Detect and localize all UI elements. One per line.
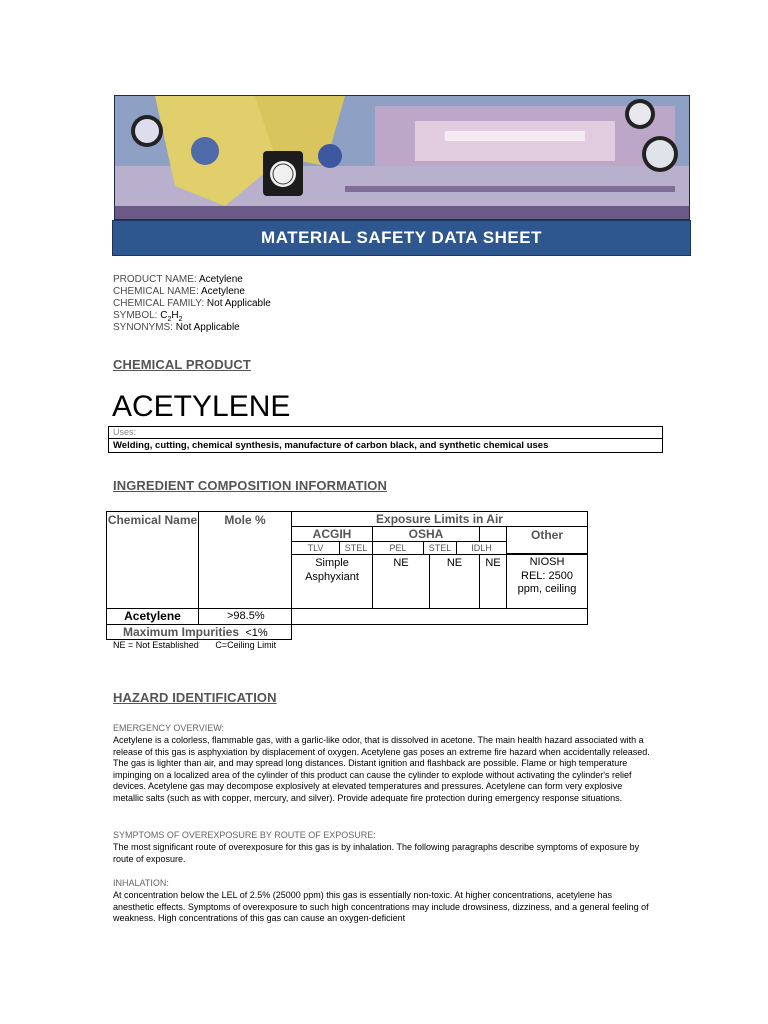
meta-label: PRODUCT NAME: bbox=[113, 274, 197, 285]
symptoms-text: The most significant route of overexposure for this gas is by inhalation. The following paragraphs describe symptoms of exposure by route of exposure. bbox=[113, 842, 640, 864]
meta-label: SYNONYMS: bbox=[113, 322, 174, 333]
header-chemical-name: Chemical Name bbox=[106, 511, 199, 609]
row-acetylene-name: Acetylene bbox=[106, 608, 199, 625]
document-title: MATERIAL SAFETY DATA SHEET bbox=[261, 228, 542, 247]
uses-value: Welding, cutting, chemical synthesis, manufacture of carbon black, and synthetic chemical uses bbox=[113, 440, 549, 451]
meta-label: CHEMICAL FAMILY: bbox=[113, 298, 205, 309]
table-spacer-cell bbox=[479, 526, 507, 542]
footnote-ceiling: C=Ceiling Limit bbox=[215, 640, 277, 650]
meta-label: SYMBOL: bbox=[113, 310, 158, 321]
header-mole-percent: Mole % bbox=[198, 511, 292, 609]
header-idlh: IDLH bbox=[456, 541, 507, 555]
inhalation-text: At concentration below the LEL of 2.5% (25000 ppm) this gas is essentially non-toxic. At higher concentrations, acetylene has anesthetic effects. Symptoms of overexposure to such high concentrations may include drowsiness, dizziness, and a general feeling of weakness. High concentrations of this gas can cause an oxygen-deficient bbox=[113, 890, 649, 924]
uses-label: Uses: bbox=[113, 427, 137, 437]
meta-label: CHEMICAL NAME: bbox=[113, 286, 199, 297]
symptoms-label: SYMPTOMS OF OVEREXPOSURE BY ROUTE OF EXPOSURE: bbox=[113, 830, 376, 840]
header-other: Other bbox=[506, 526, 588, 554]
row-impurities-name: Maximum Impurities bbox=[123, 625, 240, 639]
row-impurities-mole: <1% bbox=[245, 627, 268, 639]
header-stel: STEL bbox=[339, 541, 373, 555]
value-tlv: Simple Asphyxiant bbox=[291, 554, 373, 609]
meta-value: Not Applicable bbox=[175, 322, 240, 333]
meta-value: Not Applicable bbox=[206, 298, 271, 309]
table-footnote bbox=[113, 640, 276, 650]
meta-value: Acetylene bbox=[201, 286, 245, 297]
product-name-heading: ACETYLENE bbox=[112, 390, 291, 423]
row-impurities bbox=[106, 624, 292, 640]
emergency-overview-label: EMERGENCY OVERVIEW: bbox=[113, 723, 225, 733]
meta-value: $C_2H_2$ bbox=[160, 310, 183, 323]
header-stel-osha: STEL bbox=[423, 541, 457, 555]
emergency-overview-text: Acetylene is a colorless, flammable gas, with a garlic-like odor, that is dissolved in acetone. The main health hazard associated with a release of this gas is asphyxiation by displacement of oxygen. Acetylene gas poses an extreme fire hazard when accidentally released. The gas is lighter than air, and may spread long distances. Distant ignition and flashback are possible. Flame or high temperature impinging on a localized area of the cylinder of this product can cause the cylinder to explode without activating the cylinder's relief devices. Acetylene gas may decompose explosively at elevated temperatures and pressures. Acetylene can form very explosive metallic salts (such as with copper, mercury, and silver). Provide adequate fire protection during emergency response situations. bbox=[113, 735, 650, 803]
header-tlv: TLV bbox=[291, 541, 340, 555]
row-acetylene-mole: >98.5% bbox=[198, 608, 292, 625]
value-idlh: NE bbox=[479, 554, 507, 609]
value-stel-osha: NE bbox=[429, 554, 480, 609]
value-pel: NE bbox=[372, 554, 430, 609]
section-hazard-identification: HAZARD IDENTIFICATION bbox=[113, 690, 277, 705]
inhalation-label: INHALATION: bbox=[113, 878, 169, 888]
row-acetylene-empty bbox=[291, 608, 588, 625]
header-osha: OSHA bbox=[372, 526, 480, 542]
header-exposure-limits: Exposure Limits in Air bbox=[291, 511, 588, 527]
section-chemical-product: CHEMICAL PRODUCT bbox=[113, 357, 251, 372]
footnote-ne: NE = Not Established bbox=[113, 640, 199, 650]
value-other: NIOSH REL: 2500 ppm, ceiling bbox=[506, 554, 588, 609]
header-pel: PEL bbox=[372, 541, 424, 555]
section-ingredient-composition: INGREDIENT COMPOSITION INFORMATION bbox=[113, 478, 387, 493]
meta-value: Acetylene bbox=[198, 274, 243, 285]
header-acgih: ACGIH bbox=[291, 526, 373, 542]
